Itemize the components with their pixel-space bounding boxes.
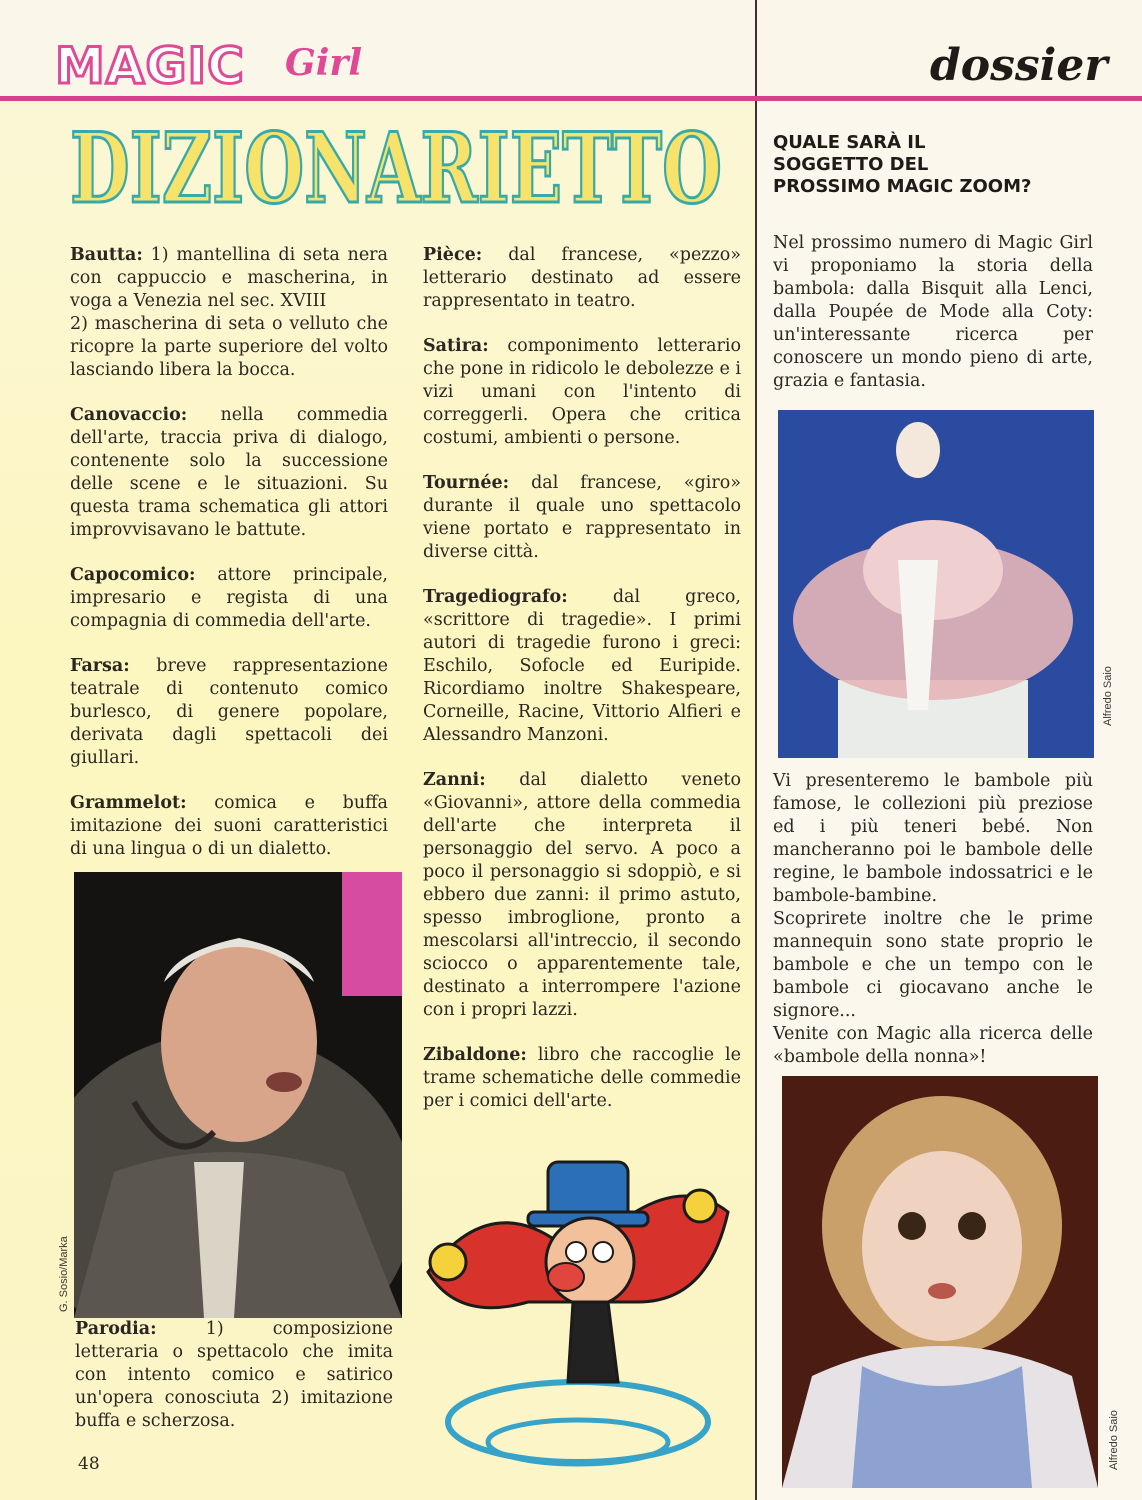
glossary-entry-zanni (423, 769, 741, 1022)
entry-term: Tragediografo: (423, 587, 568, 607)
glossary-entry-bautta (70, 244, 388, 382)
entry-term: Farsa: (70, 656, 130, 676)
entry-definition: dal francese, «giro» durante il quale uno spettacolo viene portato e rappresentato in diverse città. (423, 473, 741, 562)
entry-term: Capocomico: (70, 565, 196, 585)
entry-definition: libro che raccoglie le trame schematiche delle commedie per i comici dell'arte. (423, 1045, 741, 1111)
logo-magic-text: MAGIC (55, 37, 245, 95)
entry-definition: nella commedia dell'arte, traccia priva di dialogo, contenente solo la successione delle scene e le situazioni. Su questa trama schematica gli attori improvvisavano le battute. (70, 405, 388, 540)
entry-definition: breve rappresentazione teatrale di contenuto comico burlesco, di genere popolare, derivata dagli spettacoli dei giullari. (70, 656, 388, 768)
sidebar-body-3: Venite con Magic alla ricerca delle «bambole della nonna»! (773, 1024, 1093, 1067)
entry-definition: 1) composizione letteraria o spettacolo che imita con intento comico e satirico un'opera conosciuta 2) imitazione buffa e scherzosa. (75, 1319, 393, 1431)
doll-photo-2 (782, 1076, 1098, 1488)
page-title (66, 128, 726, 214)
entry-term: Grammelot: (70, 793, 187, 813)
doll-photo-1 (778, 410, 1094, 758)
magician-mascot-illustration (408, 1152, 734, 1482)
sidebar-body-2: Scoprirete inoltre che le prime mannequin sono state proprio le bambole e che un tempo con le bambole ci giocavano anche le signore... (773, 909, 1093, 1021)
entry-definition: dal greco, «scrittore di tragedie». I primi autori di tragedie furono i greci: Eschilo, Sofocle ed Euripide. Ricordiamo inoltre Shakespeare, Corneille, Racine, Vittorio Alfieri e Alessandro Manzoni. (423, 587, 741, 745)
entry-term: Zanni: (423, 770, 486, 790)
entry-term: Pièce: (423, 245, 483, 265)
glossary-entry-piece (423, 244, 741, 313)
section-label: dossier (930, 40, 1108, 91)
glossary-entry-tragediografo (423, 586, 741, 747)
entry-definition: componimento letterario che pone in ridicolo le debolezze e i vizi umani con l'intento di correggerli. Opera che critica costumi, ambienti o persone. (423, 336, 741, 448)
entry-definition: dal dialetto veneto «Giovanni», attore della commedia dell'arte che interpreta il personaggio del servo. A poco a poco il personaggio si sdoppiò, e si ebbero due zanni: il primo astuto, spesso imbroglione, pronto a mescolarsi all'intreccio, il secondo sciocco o apparentemente tale, destinato a interrompere l'azione con i propri lazzi. (423, 770, 741, 1020)
logo-girl-text: Girl (285, 42, 363, 84)
entry-term: Parodia: (75, 1319, 157, 1339)
entry-definition: attore principale, impresario e regista di una compagnia di commedia dell'arte. (70, 565, 388, 631)
pink-tape-decoration (342, 872, 402, 996)
actor-photo (74, 872, 402, 1318)
glossary-column-1 (70, 244, 388, 883)
entry-term: Zibaldone: (423, 1045, 527, 1065)
glossary-entry-farsa (70, 655, 388, 770)
column-divider (755, 0, 757, 1500)
magic-girl-logo (55, 36, 363, 96)
glossary-entry-parodia (75, 1318, 393, 1433)
entry-term: Canovaccio: (70, 405, 188, 425)
photo-credit-doll-2: Alfredo Saio (1108, 1410, 1120, 1470)
entry-definition: comica e buffa imitazione dei suoni caratteristici di una lingua o di un dialetto. (70, 793, 388, 859)
glossary-entry-grammelot (70, 792, 388, 861)
photo-credit-doll-1: Alfredo Saio (1102, 666, 1114, 726)
sidebar-body-1: Vi presenteremo le bambole più famose, le collezioni più preziose ed i più teneri bebé. Non mancheranno poi le bambole delle regine, le bambole indossatrici e le bambole-bambine. (773, 771, 1093, 906)
sidebar-text (773, 232, 1093, 393)
glossary-entry-zibaldone (423, 1044, 741, 1113)
glossary-entry-satira (423, 335, 741, 450)
entry-term: Satira: (423, 336, 489, 356)
sidebar-question-heading: QUALE SARÀ IL SOGGETTO DEL PROSSIMO MAGIC ZOOM? (773, 132, 1032, 197)
entry-definition: dal francese, «pezzo» letterario destinato ad essere rappresentato in teatro. (423, 245, 741, 311)
entry-term: Tournée: (423, 473, 510, 493)
page-number: 48 (78, 1454, 100, 1474)
sidebar-body (773, 770, 1093, 1069)
glossary-entry-capocomico (70, 564, 388, 633)
entry-term: Bautta: (70, 245, 143, 265)
photo-credit-actor: G. Sosio/Marka (58, 1236, 70, 1312)
glossary-entry-tournee (423, 472, 741, 564)
glossary-column-2 (423, 244, 741, 1135)
title-text: DIZIONARIETTO (70, 128, 722, 214)
entry-definition-2: 2) mascherina di seta o velluto che ricopre la parte superiore del volto lasciando libera la bocca. (70, 314, 388, 380)
sidebar-intro: Nel prossimo numero di Magic Girl vi proponiamo la storia della bambola: dalla Bisquit alla Lenci, dalla Poupée de Mode alla Coty: un'interessante ricerca per conoscere un mondo pieno di arte, grazia e fantasia. (773, 233, 1093, 391)
header-rule (0, 96, 1142, 101)
entry-definition: 1) mantellina di seta nera con cappuccio e mascherina, in voga a Venezia nel sec. XVIII (70, 245, 388, 311)
glossary-entry-canovaccio (70, 404, 388, 542)
